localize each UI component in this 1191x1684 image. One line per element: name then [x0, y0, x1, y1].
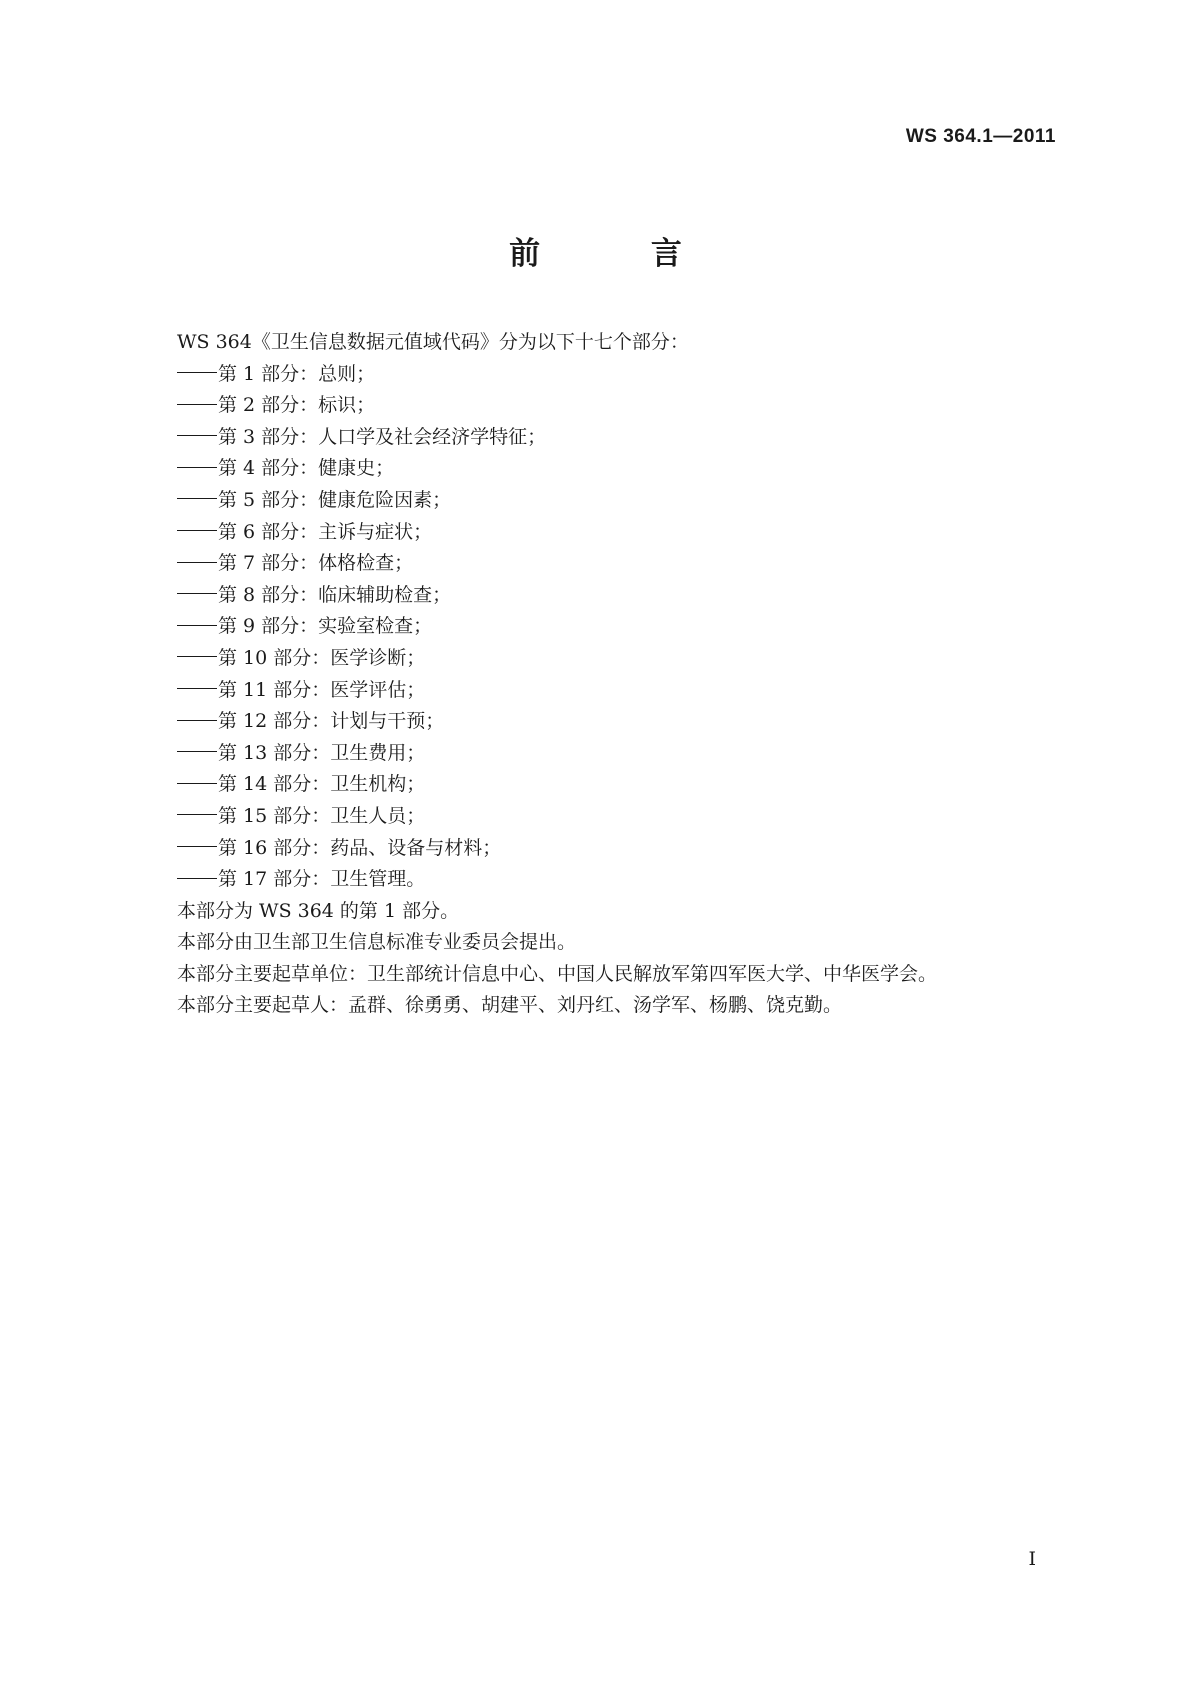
- part-list-item: [177, 517, 1057, 549]
- part-label: 第 16 部分：药品、设备与材料；: [218, 836, 502, 859]
- em-dash-marker: [177, 498, 217, 499]
- part-label: 第 3 部分：人口学及社会经济学特征；: [218, 425, 547, 448]
- part-label: 第 4 部分：健康史；: [218, 457, 395, 480]
- em-dash-marker: [177, 625, 217, 626]
- foreword-body: [177, 327, 1057, 1022]
- part-label: 第 7 部分：体格检查；: [218, 552, 414, 575]
- part-label: 第 11 部分：医学评估；: [218, 678, 426, 701]
- em-dash-marker: [177, 878, 217, 879]
- part-list-item: [177, 485, 1057, 517]
- em-dash-marker: [177, 688, 217, 689]
- closing-paragraph: 本部分为 WS 364 的第 1 部分。: [177, 899, 460, 922]
- intro-line: WS 364《卫生信息数据元值域代码》分为以下十七个部分：: [177, 331, 689, 353]
- em-dash-marker: [177, 562, 217, 563]
- part-list-item: [177, 359, 1057, 391]
- em-dash-marker: [177, 593, 217, 594]
- part-list-item: [177, 422, 1057, 454]
- closing-paragraph: 本部分由卫生部卫生信息标准专业委员会提出。: [177, 931, 577, 954]
- part-label: 第 14 部分：卫生机构；: [218, 773, 426, 796]
- em-dash-marker: [177, 751, 217, 752]
- part-list-item: [177, 453, 1057, 485]
- em-dash-marker: [177, 783, 217, 784]
- part-label: 第 12 部分：计划与干预；: [218, 710, 445, 733]
- parts-list: [177, 359, 1057, 896]
- part-list-item: [177, 611, 1057, 643]
- em-dash-marker: [177, 435, 217, 436]
- part-list-item: [177, 643, 1057, 675]
- part-label: 第 17 部分：卫生管理。: [218, 868, 426, 891]
- part-list-item: [177, 769, 1057, 801]
- part-label: 第 8 部分：临床辅助检查；: [218, 583, 452, 606]
- em-dash-marker: [177, 720, 217, 721]
- em-dash-marker: [177, 467, 217, 468]
- part-label: 第 1 部分：总则；: [218, 362, 376, 385]
- em-dash-marker: [177, 656, 217, 657]
- part-label: 第 2 部分：标识；: [218, 394, 376, 417]
- part-label: 第 10 部分：医学诊断；: [218, 646, 426, 669]
- part-list-item: [177, 864, 1057, 896]
- part-label: 第 13 部分：卫生费用；: [218, 741, 426, 764]
- part-label: 第 15 部分：卫生人员；: [218, 804, 426, 827]
- standard-code: WS 364.1—2011: [905, 126, 1056, 147]
- part-list-item: [177, 548, 1057, 580]
- page-number: I: [1028, 1548, 1036, 1570]
- page-title: 前 言: [509, 236, 732, 272]
- part-label: 第 6 部分：主诉与症状；: [218, 520, 433, 543]
- part-list-item: [177, 833, 1057, 865]
- closing-list: [177, 896, 1057, 1022]
- part-label: 第 5 部分：健康危险因素；: [218, 488, 452, 511]
- closing-paragraph: 本部分主要起草单位：卫生部统计信息中心、中国人民解放军第四军医大学、中华医学会。: [177, 962, 938, 985]
- part-list-item: [177, 675, 1057, 707]
- part-list-item: [177, 801, 1057, 833]
- closing-paragraph: 本部分主要起草人：孟群、徐勇勇、胡建平、刘丹红、汤学军、杨鹏、饶克勤。: [177, 994, 843, 1017]
- part-list-item: [177, 738, 1057, 770]
- em-dash-marker: [177, 814, 217, 815]
- em-dash-marker: [177, 846, 217, 847]
- part-list-item: [177, 390, 1057, 422]
- part-list-item: [177, 580, 1057, 612]
- em-dash-marker: [177, 404, 217, 405]
- em-dash-marker: [177, 530, 217, 531]
- em-dash-marker: [177, 372, 217, 373]
- part-label: 第 9 部分：实验室检查；: [218, 615, 433, 638]
- part-list-item: [177, 706, 1057, 738]
